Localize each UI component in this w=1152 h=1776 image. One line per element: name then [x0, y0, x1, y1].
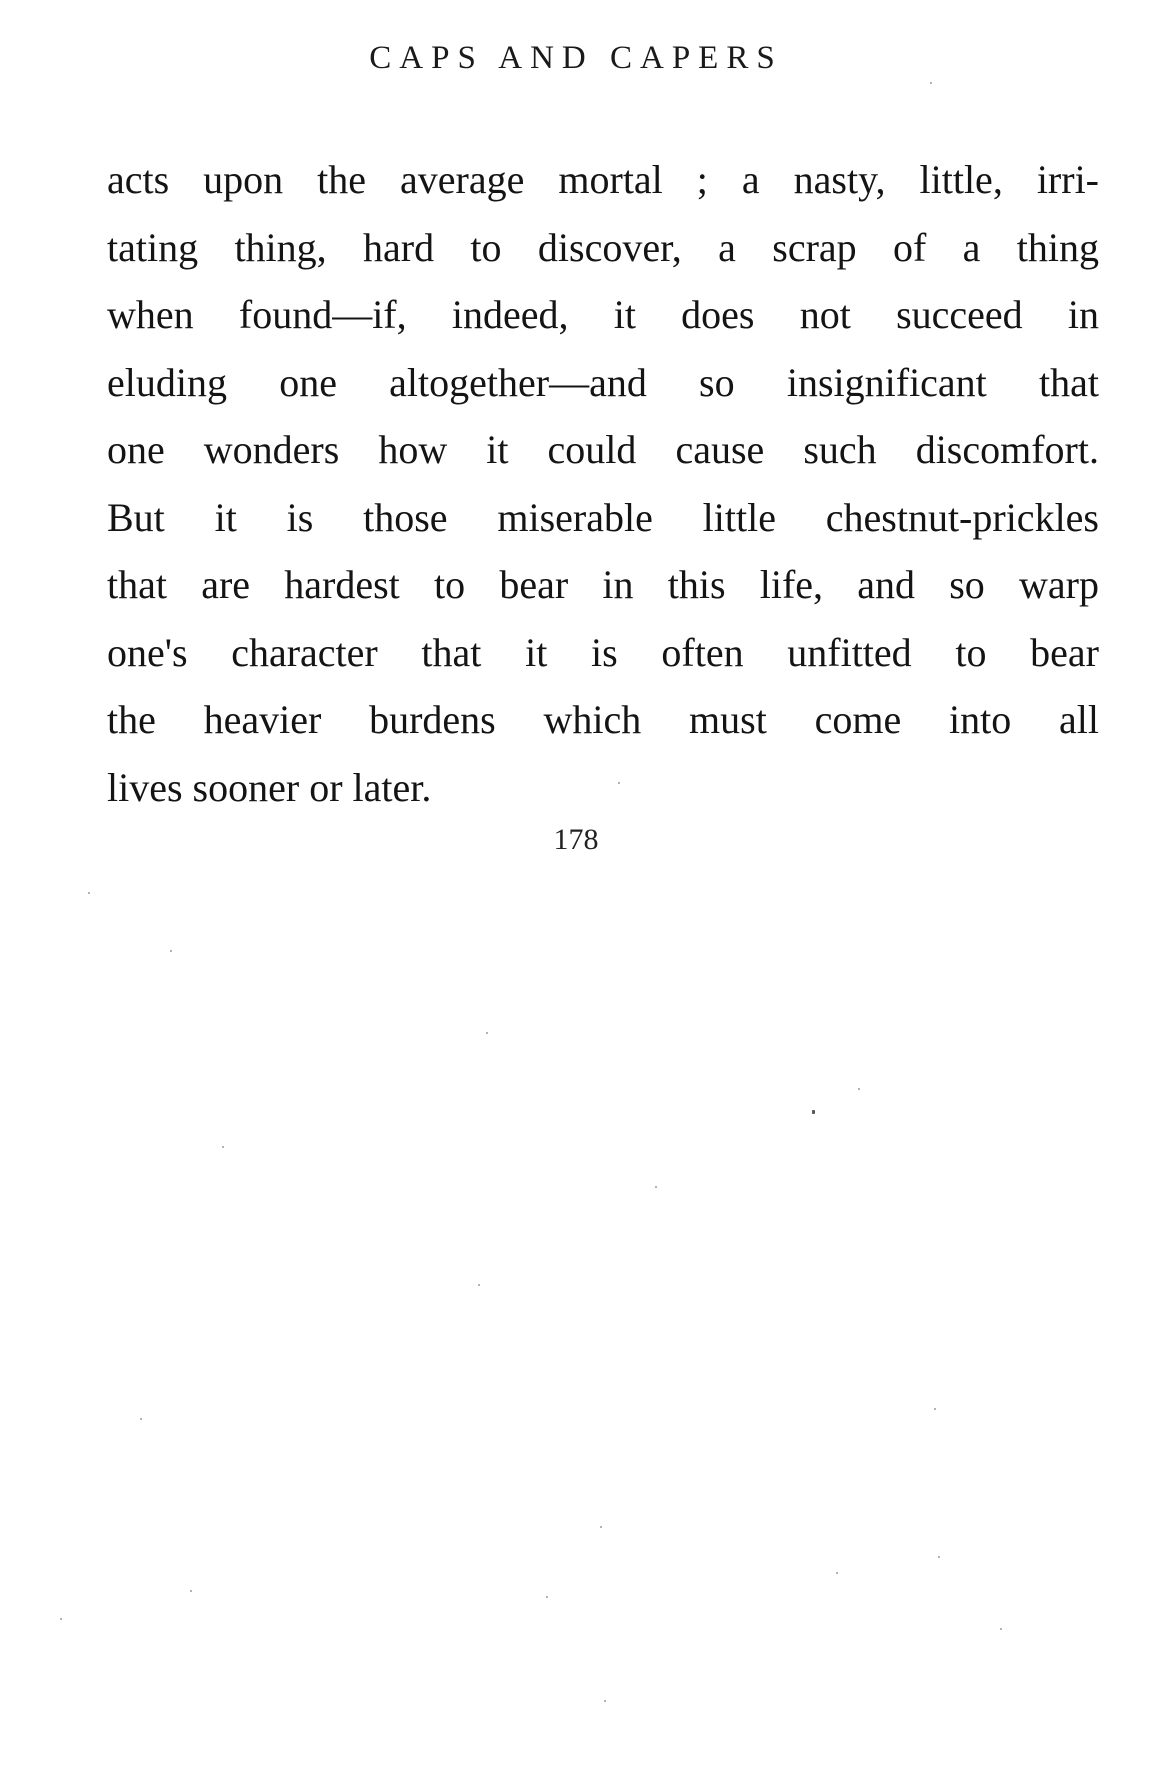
- text-line: acts upon the average mortal ; a nasty, little, irri-: [107, 157, 1099, 202]
- paper-speck: [655, 1186, 657, 1188]
- paper-speck: [930, 82, 932, 84]
- text-line: the heavier burdens which must come into all: [107, 697, 1099, 742]
- paper-speck: [858, 1088, 860, 1090]
- paper-speck: [222, 1146, 224, 1148]
- paper-speck: [486, 1032, 488, 1034]
- paper-speck: [618, 782, 620, 784]
- paper-speck: [812, 1110, 815, 1114]
- paper-speck: [88, 892, 90, 894]
- paper-speck: [478, 1284, 480, 1286]
- running-head: CAPS AND CAPERS: [369, 40, 783, 76]
- paper-speck: [60, 1618, 62, 1620]
- paper-speck: [934, 1408, 936, 1410]
- paper-speck: [140, 1418, 142, 1420]
- paper-speck: [1000, 1628, 1002, 1630]
- paper-speck: [546, 1596, 548, 1598]
- text-line: tating thing, hard to discover, a scrap of a thing: [107, 224, 1099, 270]
- paper-speck: [836, 1572, 838, 1574]
- text-line: that are hardest to bear in this life, and so warp: [107, 562, 1099, 607]
- text-line: one's character that it is often unfitted to bear: [107, 629, 1099, 675]
- paper-speck: [190, 1590, 192, 1592]
- text-line: one wonders how it could cause such discomfort.: [107, 427, 1099, 472]
- text-line-last: lives sooner or later.: [107, 764, 432, 810]
- text-line: But it is those miserable little chestnut-prickles: [107, 494, 1099, 540]
- paper-speck: [170, 950, 172, 952]
- body-text: [107, 146, 1099, 821]
- paper-speck: [600, 1526, 602, 1528]
- paper-speck: [938, 1556, 940, 1558]
- page-number: 178: [553, 823, 599, 856]
- text-line: eluding one altogether—and so insignificant that: [107, 359, 1099, 405]
- text-line: when found—if, indeed, it does not succeed in: [107, 292, 1099, 337]
- paper-speck: [604, 1700, 606, 1702]
